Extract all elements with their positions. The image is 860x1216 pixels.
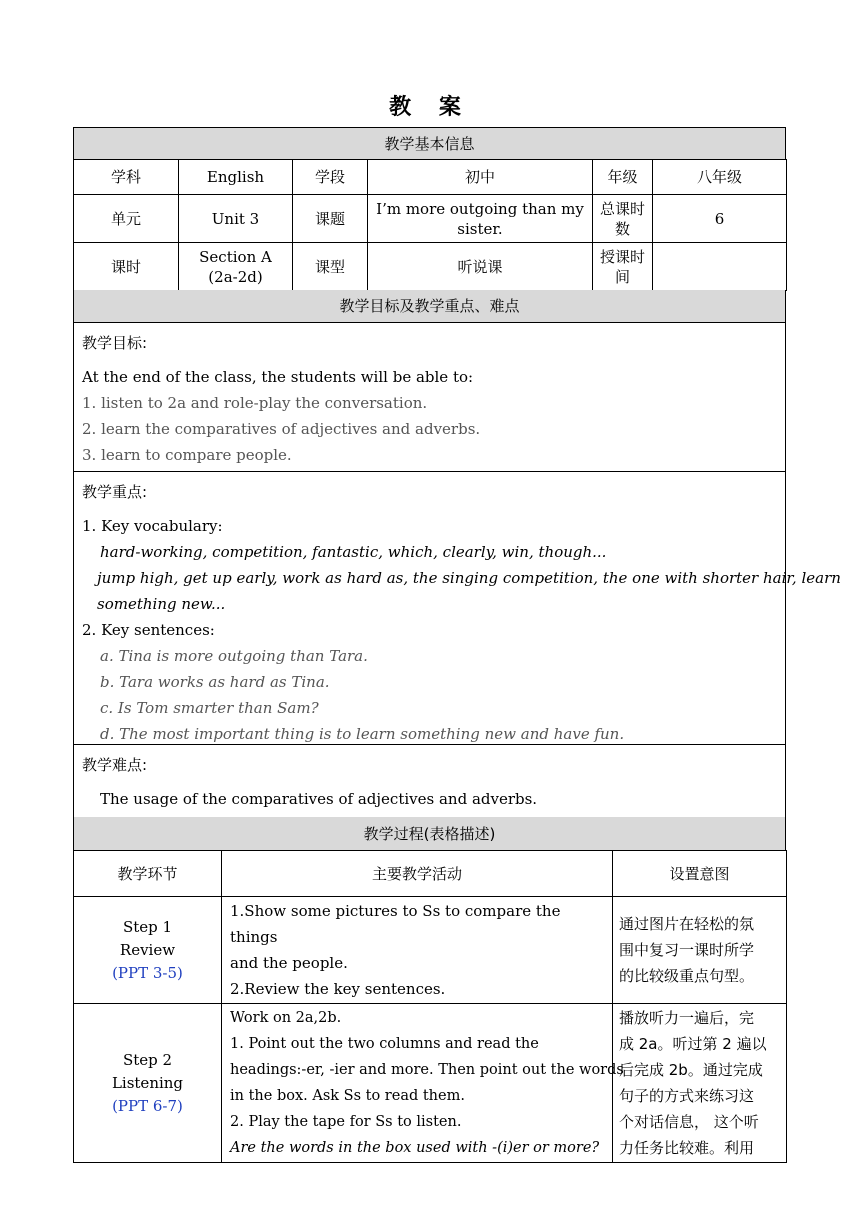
unit-value: Unit 3	[179, 195, 293, 243]
purpose-line: 围中复习一课时所学	[619, 941, 755, 959]
goal-item: 2. learn the comparatives of adjectives and adverbs.	[82, 420, 481, 438]
period-value: Section A (2a-2d)	[179, 243, 293, 291]
basic-info-row	[74, 243, 787, 291]
stage-label: 学段	[293, 160, 368, 195]
objectives-header	[73, 290, 786, 323]
grade-label: 年级	[593, 160, 653, 195]
vocab-title: 1. Key vocabulary:	[82, 517, 223, 535]
step1-activities	[222, 897, 613, 1004]
sentence-item: c. Is Tom smarter than Sam?	[100, 699, 319, 717]
key-points-section	[73, 471, 841, 745]
activity-line: and the people.	[230, 954, 348, 972]
purpose-line: 个对话信息， 这个听	[619, 1113, 759, 1131]
subject-label: 学科	[74, 160, 179, 195]
key-points-label: 教学重点:	[82, 483, 148, 501]
purpose-line: 成 2a。听过第 2 遍以	[619, 1035, 767, 1053]
step1-ppt: (PPT 3-5)	[112, 963, 183, 982]
basic-info-header-label: 教学基本信息	[384, 135, 475, 153]
subject-value: English	[179, 160, 293, 195]
purpose-line: 通过图片在轻松的氛	[619, 915, 755, 933]
vocab-line: jump high, get up early, work as hard as, the singing competition, the one with shorter hair, learn	[97, 569, 841, 587]
activity-line: 2.Review the key sentences.	[230, 980, 446, 998]
activity-question: Are the words in the box used with -(i)er or more?	[230, 1140, 600, 1156]
step2-ppt: (PPT 6-7)	[112, 1096, 183, 1115]
page-title: 教 案	[389, 95, 471, 120]
goal-item: 1. listen to 2a and role-play the conversation.	[82, 394, 428, 412]
teaching-time-value	[653, 243, 787, 291]
col-header-purpose: 设置意图	[613, 851, 787, 897]
activity-line: headings:-er, -ier and more. Then point out the words	[230, 1062, 624, 1078]
process-header	[73, 817, 786, 851]
step2-name: Step 2	[122, 1050, 173, 1069]
topic-label: 课题	[293, 195, 368, 243]
purpose-line: 的比较级重点句型。	[619, 967, 755, 985]
step1-purpose	[613, 897, 787, 1004]
process-table	[73, 850, 787, 1163]
process-header-label: 教学过程(表格描述)	[363, 825, 496, 843]
activity-line: 1. Point out the two columns and read the	[230, 1036, 539, 1052]
activity-line: 2. Play the tape for Ss to listen.	[230, 1114, 462, 1130]
teaching-goals-section	[73, 322, 786, 472]
process-row	[74, 897, 787, 1004]
sentence-item: d. The most important thing is to learn something new and have fun.	[100, 725, 625, 743]
activity-line: 1.Show some pictures to Ss to compare the things	[230, 902, 561, 946]
difficult-points-label: 教学难点:	[82, 756, 148, 774]
sentence-item: b. Tara works as hard as Tina.	[100, 673, 330, 691]
unit-label: 单元	[74, 195, 179, 243]
step2-activities	[222, 1004, 624, 1163]
teaching-goals-label: 教学目标:	[82, 334, 148, 352]
step1-name: Step 1	[122, 917, 173, 936]
step2-cell	[74, 1004, 222, 1163]
total-hours-label: 总课时数	[593, 195, 653, 243]
stage-value: 初中	[368, 160, 593, 195]
vocab-line: hard-working, competition, fantastic, which, clearly, win, though...	[100, 543, 607, 561]
goals-intro: At the end of the class, the students will be able to:	[82, 368, 474, 386]
vocab-line: something new...	[97, 595, 226, 613]
process-row	[74, 1004, 787, 1163]
purpose-line: 播放听力一遍后，完	[619, 1009, 755, 1027]
lesson-type-value: 听说课	[368, 243, 593, 291]
basic-info-header	[73, 127, 786, 160]
activity-line: Work on 2a,2b.	[230, 1010, 342, 1026]
step1-stage: Review	[119, 940, 176, 959]
step1-cell	[74, 897, 222, 1004]
period-label: 课时	[74, 243, 179, 291]
topic-value: I’m more outgoing than my sister.	[368, 195, 593, 243]
purpose-line: 句子的方式来练习这	[619, 1087, 755, 1105]
total-hours-value: 6	[653, 195, 787, 243]
sentences-title: 2. Key sentences:	[82, 621, 215, 639]
step2-purpose	[613, 1004, 787, 1163]
teaching-time-label: 授课时间	[593, 243, 653, 291]
activity-line: in the box. Ask Ss to read them.	[230, 1088, 465, 1104]
difficult-points-text: The usage of the comparatives of adjectives and adverbs.	[100, 790, 538, 808]
col-header-stage: 教学环节	[74, 851, 222, 897]
purpose-line: 后完成 2b。通过完成	[619, 1061, 763, 1079]
step2-stage: Listening	[111, 1073, 184, 1092]
basic-info-table	[73, 159, 787, 291]
basic-info-row	[74, 195, 787, 243]
grade-value: 八年级	[653, 160, 787, 195]
difficult-points-section	[73, 744, 786, 818]
goal-item: 3. learn to compare people.	[82, 446, 292, 464]
objectives-header-label: 教学目标及教学重点、难点	[339, 297, 520, 315]
lesson-type-label: 课型	[293, 243, 368, 291]
process-header-row	[74, 851, 787, 897]
basic-info-row	[74, 160, 787, 195]
sentence-item: a. Tina is more outgoing than Tara.	[100, 647, 368, 665]
purpose-line: 力任务比较难。利用	[619, 1139, 755, 1157]
col-header-activities: 主要教学活动	[222, 851, 613, 897]
